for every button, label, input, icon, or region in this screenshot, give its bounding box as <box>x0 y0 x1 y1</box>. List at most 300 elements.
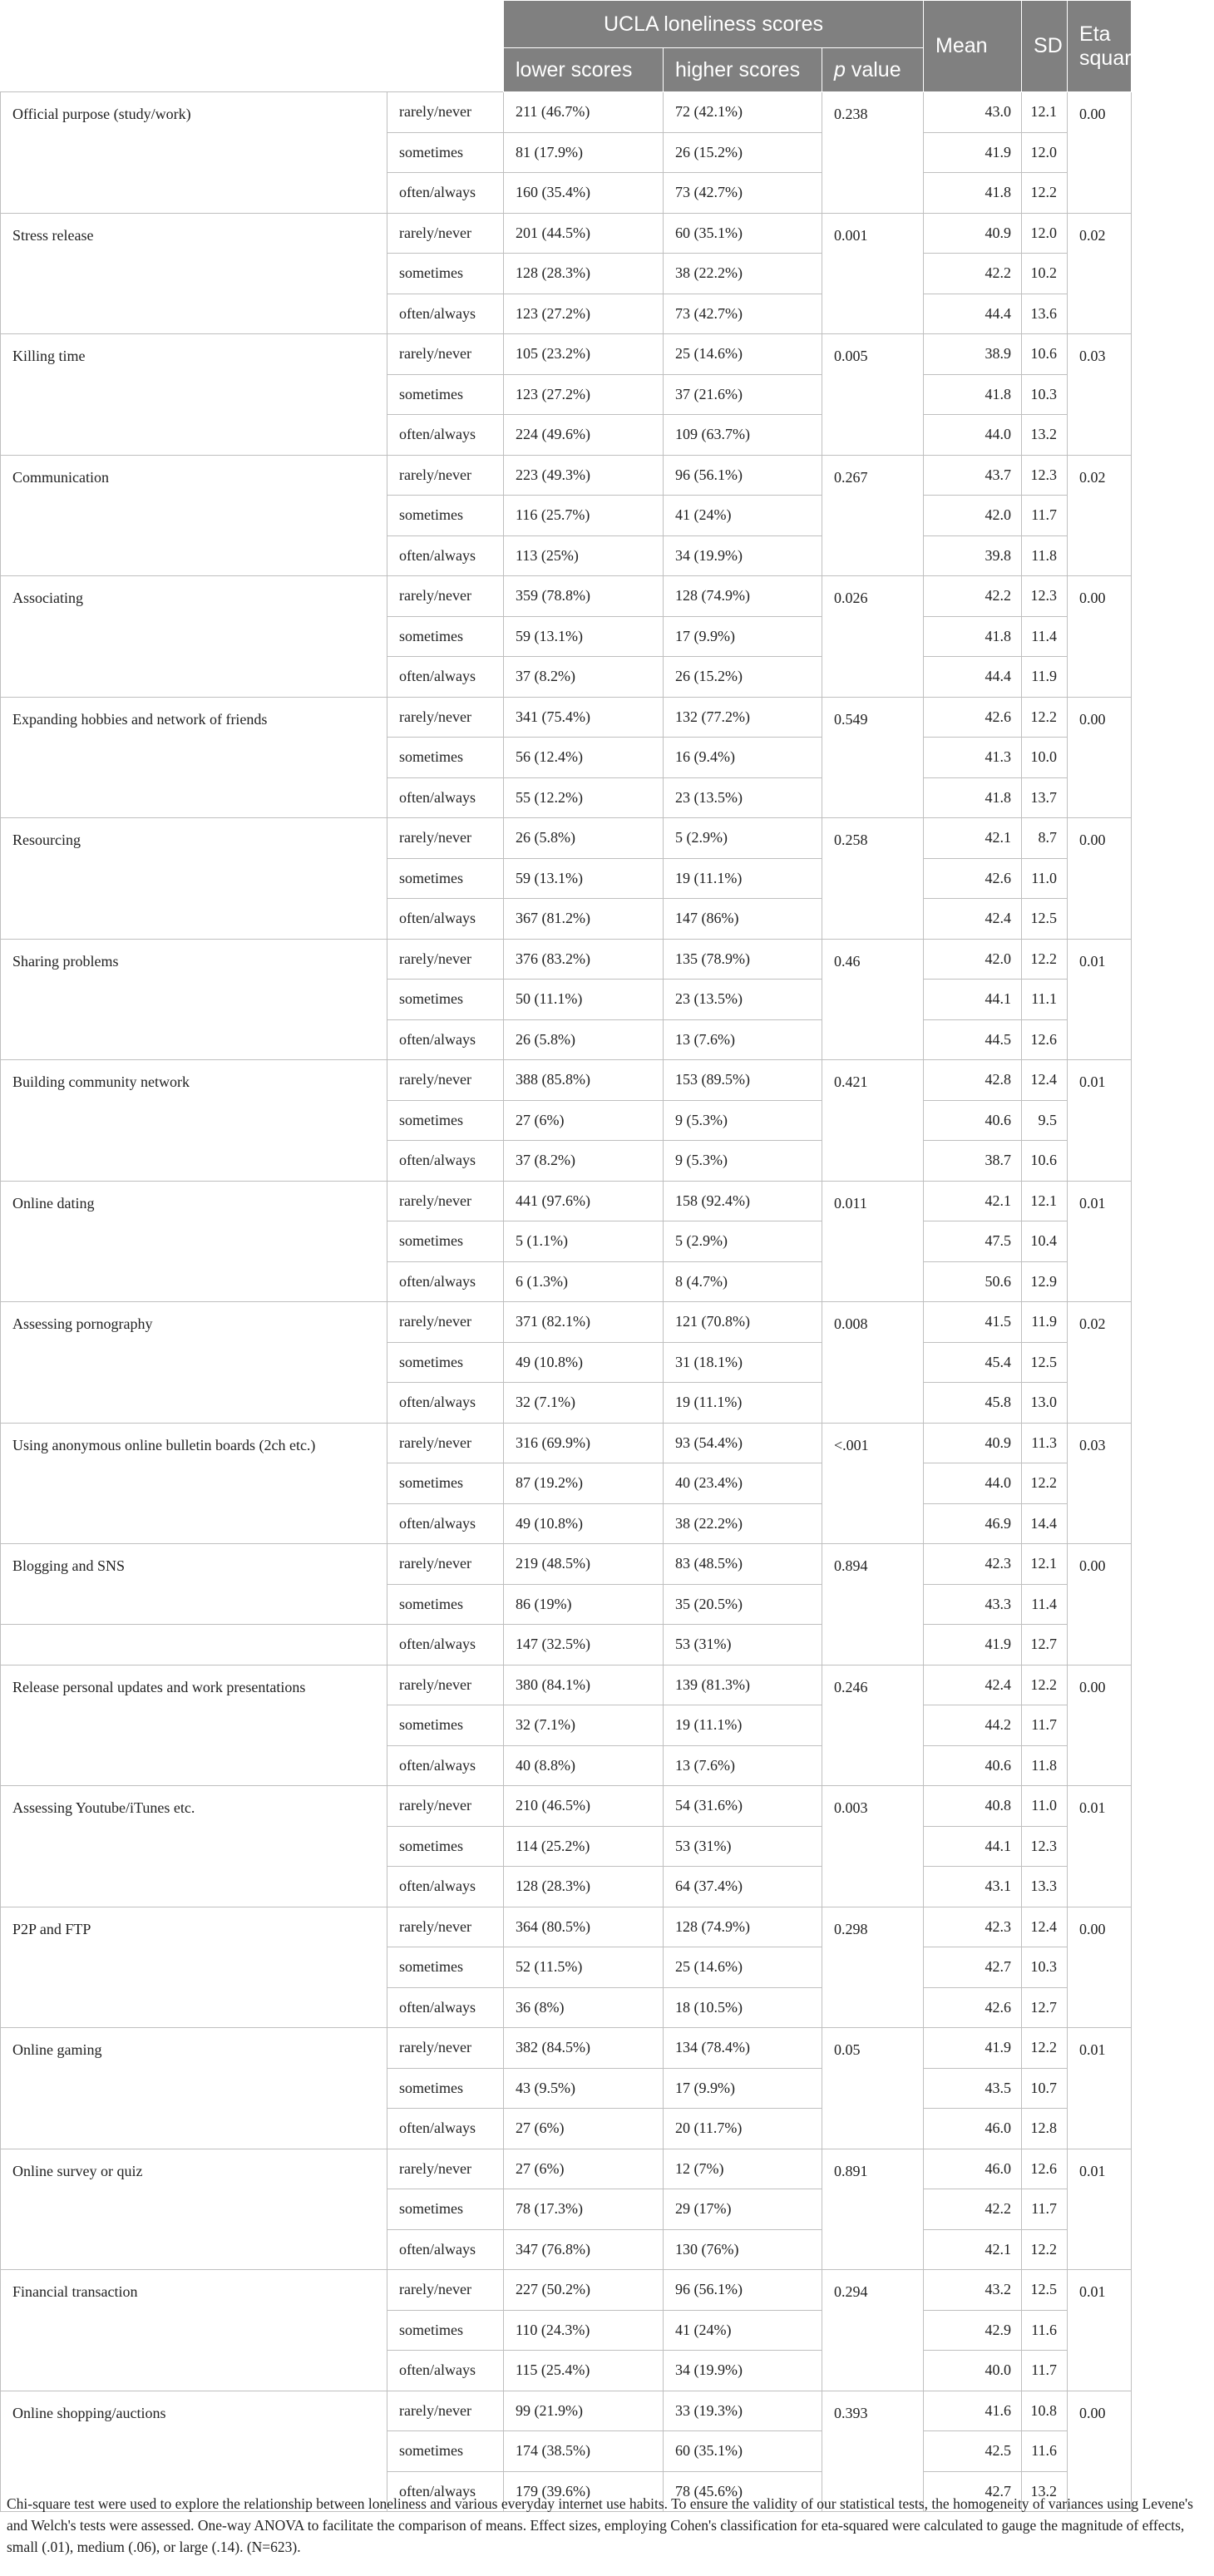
lower-score-cell: 52 (11.5%) <box>504 1947 664 1988</box>
p-value-cell: 0.46 <box>822 939 924 1060</box>
lower-score-cell: 201 (44.5%) <box>504 213 664 254</box>
eta-squared-cell: 0.02 <box>1068 1302 1132 1424</box>
sd-cell: 13.3 <box>1022 1867 1068 1907</box>
lower-score-cell: 27 (6%) <box>504 2109 664 2149</box>
frequency-cell: rarely/never <box>387 1423 504 1463</box>
sd-cell: 12.5 <box>1022 2270 1068 2311</box>
table-footnote: Chi-square test were used to explore the relationship between loneliness and various everyday internet use habits. To ensure the validity of our statistical tests, the homogeneity of variances using Levene's and Welch's tests were assessed. One-way ANOVA to facilitate the comparison of means. Effect sizes, employing Cohen's classification for eta-squared were calculated to gauge the magnitude of effects, small (.01), medium (.06), or large (.14). (N=623). <box>7 2495 1193 2555</box>
row-label: Release personal updates and work presentations <box>1 1665 387 1786</box>
frequency-cell: rarely/never <box>387 1302 504 1343</box>
higher-score-cell: 135 (78.9%) <box>664 939 822 980</box>
sd-cell: 10.6 <box>1022 1141 1068 1182</box>
frequency-cell: often/always <box>387 2229 504 2270</box>
mean-cell: 42.8 <box>924 1060 1022 1101</box>
lower-score-cell: 59 (13.1%) <box>504 616 664 657</box>
eta-squared-cell: 0.00 <box>1068 2391 1132 2512</box>
higher-score-cell: 25 (14.6%) <box>664 1947 822 1988</box>
lower-score-cell: 113 (25%) <box>504 535 664 576</box>
eta-squared-cell: 0.00 <box>1068 697 1132 818</box>
lower-score-cell: 347 (76.8%) <box>504 2229 664 2270</box>
higher-score-cell: 13 (7.6%) <box>664 1019 822 1060</box>
sd-cell: 12.1 <box>1022 92 1068 133</box>
higher-score-cell: 153 (89.5%) <box>664 1060 822 1101</box>
higher-score-cell: 19 (11.1%) <box>664 858 822 899</box>
frequency-cell: rarely/never <box>387 939 504 980</box>
p-value-cell: 0.246 <box>822 1665 924 1786</box>
mean-cell: 42.5 <box>924 2431 1022 2472</box>
mean-cell: 40.6 <box>924 1745 1022 1786</box>
p-value-cell: 0.894 <box>822 1544 924 1666</box>
p-value-cell: 0.011 <box>822 1181 924 1302</box>
eta-squared-cell: 0.00 <box>1068 818 1132 940</box>
frequency-cell: often/always <box>387 1503 504 1544</box>
mean-cell: 42.2 <box>924 576 1022 617</box>
mean-cell: 41.3 <box>924 738 1022 778</box>
p-value-cell: 0.267 <box>822 455 924 576</box>
p-value-cell: 0.05 <box>822 2028 924 2149</box>
lower-score-cell: 55 (12.2%) <box>504 777 664 818</box>
lower-score-cell: 223 (49.3%) <box>504 455 664 496</box>
frequency-cell: rarely/never <box>387 1786 504 1827</box>
mean-cell: 42.3 <box>924 1907 1022 1947</box>
sd-cell: 12.9 <box>1022 1261 1068 1302</box>
frequency-cell: sometimes <box>387 1705 504 1746</box>
frequency-cell: often/always <box>387 1019 504 1060</box>
row-label: Assessing pornography <box>1 1302 387 1424</box>
lower-score-cell: 37 (8.2%) <box>504 1141 664 1182</box>
lower-score-cell: 382 (84.5%) <box>504 2028 664 2069</box>
row-label: Sharing problems <box>1 939 387 1060</box>
mean-cell: 43.2 <box>924 2270 1022 2311</box>
frequency-cell: sometimes <box>387 1463 504 1504</box>
mean-cell: 41.8 <box>924 777 1022 818</box>
lower-score-cell: 6 (1.3%) <box>504 1261 664 1302</box>
sd-cell: 11.7 <box>1022 2351 1068 2391</box>
table-row <box>1 697 1214 738</box>
lower-score-cell: 49 (10.8%) <box>504 1342 664 1383</box>
p-value-suffix: value <box>845 57 901 81</box>
mean-cell: 46.0 <box>924 2109 1022 2149</box>
higher-score-cell: 128 (74.9%) <box>664 1907 822 1947</box>
mean-cell: 41.9 <box>924 2028 1022 2069</box>
frequency-cell: often/always <box>387 1141 504 1182</box>
higher-scores-header: higher scores <box>664 48 822 92</box>
higher-score-cell: 93 (54.4%) <box>664 1423 822 1463</box>
sd-cell: 13.7 <box>1022 777 1068 818</box>
eta-squared-cell: 0.03 <box>1068 1423 1132 1544</box>
lower-score-cell: 37 (8.2%) <box>504 657 664 698</box>
row-label: Associating <box>1 576 387 698</box>
row-label: Official purpose (study/work) <box>1 92 387 214</box>
frequency-cell: rarely/never <box>387 455 504 496</box>
sd-cell: 13.6 <box>1022 294 1068 334</box>
lower-score-cell: 110 (24.3%) <box>504 2310 664 2351</box>
mean-cell: 43.5 <box>924 2068 1022 2109</box>
eta-squared-cell: 0.00 <box>1068 1665 1132 1786</box>
lower-score-cell: 78 (17.3%) <box>504 2189 664 2230</box>
lower-score-cell: 115 (25.4%) <box>504 2351 664 2391</box>
frequency-cell: often/always <box>387 1625 504 1666</box>
higher-score-cell: 64 (37.4%) <box>664 1867 822 1907</box>
row-label: Using anonymous online bulletin boards (2ch etc.) <box>1 1423 387 1544</box>
lower-score-cell: 99 (21.9%) <box>504 2391 664 2431</box>
header-blank <box>1 1 387 92</box>
higher-score-cell: 26 (15.2%) <box>664 657 822 698</box>
mean-cell: 44.0 <box>924 415 1022 456</box>
higher-score-cell: 35 (20.5%) <box>664 1584 822 1625</box>
table-row <box>1 1302 1214 1343</box>
frequency-cell: sometimes <box>387 1947 504 1988</box>
frequency-cell: rarely/never <box>387 1907 504 1947</box>
higher-score-cell: 19 (11.1%) <box>664 1705 822 1746</box>
table-row <box>1 213 1214 254</box>
table-row <box>1 939 1214 980</box>
header-blank-2 <box>387 1 504 92</box>
lower-score-cell: 371 (82.1%) <box>504 1302 664 1343</box>
p-value-cell: 0.393 <box>822 2391 924 2512</box>
higher-score-cell: 83 (48.5%) <box>664 1544 822 1585</box>
higher-score-cell: 139 (81.3%) <box>664 1665 822 1705</box>
lower-score-cell: 86 (19%) <box>504 1584 664 1625</box>
frequency-cell: often/always <box>387 2471 504 2512</box>
sd-cell: 11.9 <box>1022 1302 1068 1343</box>
sd-cell: 12.6 <box>1022 1019 1068 1060</box>
frequency-cell: rarely/never <box>387 1665 504 1705</box>
sd-cell: 11.9 <box>1022 657 1068 698</box>
sd-cell: 12.5 <box>1022 1342 1068 1383</box>
table-row <box>1 455 1214 496</box>
mean-cell: 41.8 <box>924 173 1022 214</box>
lower-score-cell: 174 (38.5%) <box>504 2431 664 2472</box>
frequency-cell: sometimes <box>387 254 504 294</box>
frequency-cell: often/always <box>387 657 504 698</box>
higher-score-cell: 23 (13.5%) <box>664 980 822 1020</box>
frequency-cell: rarely/never <box>387 1544 504 1585</box>
eta-squared-cell: 0.01 <box>1068 2028 1132 2149</box>
lower-score-cell: 376 (83.2%) <box>504 939 664 980</box>
frequency-cell: often/always <box>387 535 504 576</box>
eta-squared-cell: 0.00 <box>1068 1907 1132 2028</box>
mean-header: Mean <box>924 1 1022 92</box>
mean-cell: 46.0 <box>924 2149 1022 2189</box>
frequency-cell: often/always <box>387 1745 504 1786</box>
table-row <box>1 1625 1214 1666</box>
frequency-cell: rarely/never <box>387 697 504 738</box>
higher-score-cell: 78 (45.6%) <box>664 2471 822 2512</box>
higher-score-cell: 29 (17%) <box>664 2189 822 2230</box>
frequency-cell: often/always <box>387 1383 504 1424</box>
higher-score-cell: 134 (78.4%) <box>664 2028 822 2069</box>
sd-cell: 10.3 <box>1022 1947 1068 1988</box>
sd-cell: 11.4 <box>1022 616 1068 657</box>
sd-cell: 10.6 <box>1022 334 1068 375</box>
lower-score-cell: 219 (48.5%) <box>504 1544 664 1585</box>
higher-score-cell: 96 (56.1%) <box>664 2270 822 2311</box>
higher-score-cell: 8 (4.7%) <box>664 1261 822 1302</box>
mean-cell: 42.1 <box>924 2229 1022 2270</box>
p-value-cell: 0.008 <box>822 1302 924 1424</box>
row-label: Expanding hobbies and network of friends <box>1 697 387 818</box>
table-row <box>1 1181 1214 1221</box>
eta-squared-cell: 0.01 <box>1068 2270 1132 2391</box>
mean-cell: 47.5 <box>924 1221 1022 1262</box>
mean-cell: 46.9 <box>924 1503 1022 1544</box>
eta-squared-cell: 0.01 <box>1068 1181 1132 1302</box>
higher-score-cell: 96 (56.1%) <box>664 455 822 496</box>
row-label: Online shopping/auctions <box>1 2391 387 2512</box>
sd-cell: 11.0 <box>1022 858 1068 899</box>
eta-squared-cell: 0.02 <box>1068 213 1132 334</box>
higher-score-cell: 53 (31%) <box>664 1826 822 1867</box>
mean-cell: 42.1 <box>924 1181 1022 1221</box>
higher-score-cell: 147 (86%) <box>664 899 822 940</box>
lower-score-cell: 59 (13.1%) <box>504 858 664 899</box>
sd-cell: 11.7 <box>1022 2189 1068 2230</box>
p-value-cell: 0.001 <box>822 213 924 334</box>
lower-score-cell: 316 (69.9%) <box>504 1423 664 1463</box>
sd-header: SD <box>1022 1 1068 92</box>
frequency-cell: often/always <box>387 294 504 334</box>
row-label: Financial transaction <box>1 2270 387 2391</box>
higher-score-cell: 60 (35.1%) <box>664 2431 822 2472</box>
mean-cell: 42.0 <box>924 939 1022 980</box>
table-row <box>1 576 1214 617</box>
sd-cell: 12.5 <box>1022 899 1068 940</box>
table-row <box>1 92 1214 133</box>
lower-scores-header: lower scores <box>504 48 664 92</box>
sd-cell: 8.7 <box>1022 818 1068 859</box>
table-row <box>1 1423 1214 1463</box>
sd-cell: 13.0 <box>1022 1383 1068 1424</box>
table-row <box>1 2391 1214 2431</box>
sd-cell: 12.7 <box>1022 1625 1068 1666</box>
sd-cell: 12.4 <box>1022 1060 1068 1101</box>
mean-cell: 44.0 <box>924 1463 1022 1504</box>
mean-cell: 44.5 <box>924 1019 1022 1060</box>
higher-score-cell: 54 (31.6%) <box>664 1786 822 1827</box>
frequency-cell: often/always <box>387 173 504 214</box>
lower-score-cell: 224 (49.6%) <box>504 415 664 456</box>
higher-score-cell: 38 (22.2%) <box>664 1503 822 1544</box>
lower-score-cell: 211 (46.7%) <box>504 92 664 133</box>
row-label: Resourcing <box>1 818 387 940</box>
mean-cell: 38.9 <box>924 334 1022 375</box>
table-row <box>1 1060 1214 1101</box>
mean-cell: 38.7 <box>924 1141 1022 1182</box>
sd-cell: 12.7 <box>1022 1987 1068 2028</box>
mean-cell: 44.1 <box>924 1826 1022 1867</box>
sd-cell: 11.8 <box>1022 1745 1068 1786</box>
sd-cell: 14.4 <box>1022 1503 1068 1544</box>
higher-score-cell: 23 (13.5%) <box>664 777 822 818</box>
frequency-cell: sometimes <box>387 1584 504 1625</box>
higher-score-cell: 9 (5.3%) <box>664 1141 822 1182</box>
higher-score-cell: 121 (70.8%) <box>664 1302 822 1343</box>
eta-squared-cell: 0.01 <box>1068 939 1132 1060</box>
higher-score-cell: 17 (9.9%) <box>664 2068 822 2109</box>
higher-score-cell: 12 (7%) <box>664 2149 822 2189</box>
frequency-cell: sometimes <box>387 374 504 415</box>
p-value-cell: <.001 <box>822 1423 924 1544</box>
eta-squared-cell: 0.01 <box>1068 1060 1132 1182</box>
mean-cell: 42.0 <box>924 496 1022 536</box>
mean-cell: 43.1 <box>924 1867 1022 1907</box>
frequency-cell: often/always <box>387 415 504 456</box>
frequency-cell: sometimes <box>387 2189 504 2230</box>
lower-score-cell: 227 (50.2%) <box>504 2270 664 2311</box>
lower-score-cell: 364 (80.5%) <box>504 1907 664 1947</box>
frequency-cell: often/always <box>387 899 504 940</box>
lower-score-cell: 123 (27.2%) <box>504 294 664 334</box>
higher-score-cell: 158 (92.4%) <box>664 1181 822 1221</box>
lower-score-cell: 27 (6%) <box>504 2149 664 2189</box>
p-value-cell: 0.258 <box>822 818 924 940</box>
table-row <box>1 334 1214 375</box>
sd-cell: 12.6 <box>1022 2149 1068 2189</box>
p-value-cell: 0.549 <box>822 697 924 818</box>
higher-score-cell: 34 (19.9%) <box>664 535 822 576</box>
lower-score-cell: 87 (19.2%) <box>504 1463 664 1504</box>
frequency-cell: sometimes <box>387 2310 504 2351</box>
mean-cell: 44.4 <box>924 657 1022 698</box>
lower-score-cell: 367 (81.2%) <box>504 899 664 940</box>
sd-cell: 12.1 <box>1022 1181 1068 1221</box>
mean-cell: 43.7 <box>924 455 1022 496</box>
mean-cell: 42.6 <box>924 697 1022 738</box>
mean-cell: 42.6 <box>924 1987 1022 2028</box>
ucla-group-header: UCLA loneliness scores <box>504 1 924 48</box>
p-value-cell: 0.238 <box>822 92 924 214</box>
mean-cell: 42.7 <box>924 1947 1022 1988</box>
mean-cell: 39.8 <box>924 535 1022 576</box>
row-label: Building community network <box>1 1060 387 1182</box>
frequency-cell: sometimes <box>387 1221 504 1262</box>
frequency-cell: sometimes <box>387 132 504 173</box>
higher-score-cell: 25 (14.6%) <box>664 334 822 375</box>
higher-score-cell: 72 (42.1%) <box>664 92 822 133</box>
lower-score-cell: 26 (5.8%) <box>504 1019 664 1060</box>
frequency-cell: rarely/never <box>387 2270 504 2311</box>
frequency-cell: rarely/never <box>387 818 504 859</box>
higher-score-cell: 31 (18.1%) <box>664 1342 822 1383</box>
mean-cell: 41.5 <box>924 1302 1022 1343</box>
mean-cell: 41.9 <box>924 132 1022 173</box>
higher-score-cell: 18 (10.5%) <box>664 1987 822 2028</box>
sd-cell: 11.1 <box>1022 980 1068 1020</box>
lower-score-cell: 43 (9.5%) <box>504 2068 664 2109</box>
eta-squared-cell: 0.03 <box>1068 334 1132 456</box>
lower-score-cell: 26 (5.8%) <box>504 818 664 859</box>
lower-score-cell: 128 (28.3%) <box>504 1867 664 1907</box>
lower-score-cell: 27 (6%) <box>504 1100 664 1141</box>
higher-score-cell: 33 (19.3%) <box>664 2391 822 2431</box>
table-row <box>1 818 1214 859</box>
p-value-cell: 0.294 <box>822 2270 924 2391</box>
sd-cell: 10.7 <box>1022 2068 1068 2109</box>
sd-cell: 13.2 <box>1022 415 1068 456</box>
eta-squared-cell: 0.00 <box>1068 1544 1132 1666</box>
mean-cell: 42.7 <box>924 2471 1022 2512</box>
sd-cell: 11.6 <box>1022 2310 1068 2351</box>
sd-cell: 12.1 <box>1022 1544 1068 1585</box>
table-row <box>1 2149 1214 2189</box>
lower-score-cell: 50 (11.1%) <box>504 980 664 1020</box>
frequency-cell: sometimes <box>387 616 504 657</box>
sd-cell: 11.7 <box>1022 496 1068 536</box>
higher-score-cell: 109 (63.7%) <box>664 415 822 456</box>
mean-cell: 43.3 <box>924 1584 1022 1625</box>
lower-score-cell: 105 (23.2%) <box>504 334 664 375</box>
frequency-cell: sometimes <box>387 980 504 1020</box>
frequency-cell: sometimes <box>387 858 504 899</box>
sd-cell: 12.2 <box>1022 1463 1068 1504</box>
frequency-cell: rarely/never <box>387 92 504 133</box>
higher-score-cell: 38 (22.2%) <box>664 254 822 294</box>
table-row <box>1 1907 1214 1947</box>
p-value-cell: 0.005 <box>822 334 924 456</box>
mean-cell: 42.2 <box>924 2189 1022 2230</box>
lower-score-cell: 5 (1.1%) <box>504 1221 664 1262</box>
table-row <box>1 2270 1214 2311</box>
sd-cell: 10.4 <box>1022 1221 1068 1262</box>
sd-cell: 12.3 <box>1022 455 1068 496</box>
lower-score-cell: 380 (84.1%) <box>504 1665 664 1705</box>
table-row <box>1 1665 1214 1705</box>
row-label: Blogging and SNS <box>1 1544 387 1625</box>
row-label: Assessing Youtube/iTunes etc. <box>1 1786 387 1907</box>
lower-score-cell: 49 (10.8%) <box>504 1503 664 1544</box>
p-value-cell: 0.421 <box>822 1060 924 1182</box>
higher-score-cell: 41 (24%) <box>664 496 822 536</box>
mean-cell: 44.1 <box>924 980 1022 1020</box>
table-row <box>1 1544 1214 1585</box>
higher-score-cell: 5 (2.9%) <box>664 818 822 859</box>
mean-cell: 50.6 <box>924 1261 1022 1302</box>
higher-score-cell: 9 (5.3%) <box>664 1100 822 1141</box>
mean-cell: 41.8 <box>924 616 1022 657</box>
higher-score-cell: 130 (76%) <box>664 2229 822 2270</box>
eta-squared-cell: 0.01 <box>1068 2149 1132 2270</box>
mean-cell: 42.2 <box>924 254 1022 294</box>
mean-cell: 45.8 <box>924 1383 1022 1424</box>
mean-cell: 44.4 <box>924 294 1022 334</box>
sd-cell: 11.6 <box>1022 2431 1068 2472</box>
higher-score-cell: 53 (31%) <box>664 1625 822 1666</box>
higher-score-cell: 41 (24%) <box>664 2310 822 2351</box>
higher-score-cell: 73 (42.7%) <box>664 173 822 214</box>
frequency-cell: rarely/never <box>387 2149 504 2189</box>
row-label: Communication <box>1 455 387 576</box>
mean-cell: 45.4 <box>924 1342 1022 1383</box>
lower-score-cell: 114 (25.2%) <box>504 1826 664 1867</box>
lower-score-cell: 147 (32.5%) <box>504 1625 664 1666</box>
frequency-cell: rarely/never <box>387 1181 504 1221</box>
sd-cell: 12.3 <box>1022 1826 1068 1867</box>
frequency-cell: often/always <box>387 777 504 818</box>
eta-squared-cell: 0.00 <box>1068 576 1132 698</box>
lower-score-cell: 359 (78.8%) <box>504 576 664 617</box>
mean-cell: 42.4 <box>924 899 1022 940</box>
row-label-empty <box>1 1625 387 1666</box>
mean-cell: 40.6 <box>924 1100 1022 1141</box>
lower-score-cell: 160 (35.4%) <box>504 173 664 214</box>
frequency-cell: rarely/never <box>387 576 504 617</box>
p-symbol: p <box>834 57 846 81</box>
table-row <box>1 2028 1214 2069</box>
mean-cell: 42.3 <box>924 1544 1022 1585</box>
frequency-cell: often/always <box>387 1867 504 1907</box>
frequency-cell: sometimes <box>387 1342 504 1383</box>
